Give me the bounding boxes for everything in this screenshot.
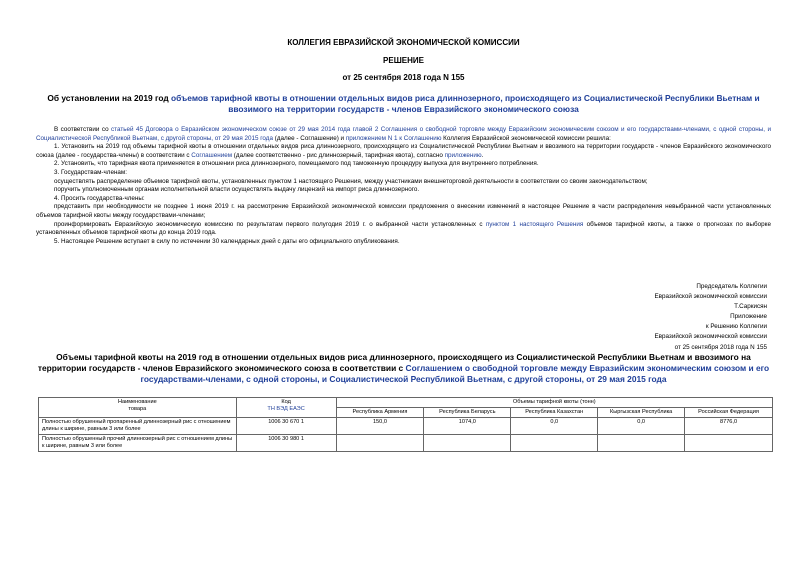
link-appendix[interactable]: приложению xyxy=(444,151,482,159)
decision-title: Об установлении на 2019 год объемов тарифной квоты в отношении отдельных видов риса длиннозерного, происходящего из Социалистической Республики Вьетнам и ввозимого на территории государств - членов Евразийского экономического союза xyxy=(47,93,760,114)
header-product-name: Наименование товара xyxy=(39,398,237,418)
item-4-b: проинформировать Евразийскую экономическую комиссию по результатам первого полугодия 2019 г. о выбранной части установленных с пунктом 1 настоящего Решения объемов тарифной квоты, а также о прогнозах по выборке установленных объемов тарифной квоты до конца 2019 года. xyxy=(36,220,771,237)
header-country: Республика Беларусь xyxy=(424,408,511,418)
link-annex-1[interactable]: приложением N 1 к Соглашению xyxy=(345,134,442,142)
preamble: В соответствии со статьей 45 Договора о Евразийском экономическом союзе от 29 мая 2014 года главой 2 Соглашения о свободной торговле между Евразийским экономическим союзом и его государствами-членами, с одной стороны, и Социалистической Республикой Вьетнам, с другой стороны, от 29 мая 2015 года (далее - Соглашение) и приложением N 1 к Соглашению Коллегия Евразийской экономической комиссии решила: xyxy=(36,126,771,142)
item-2: 2. Установить, что тарифная квота применяется в отношении риса длиннозерного, помещаемого под таможенную процедуру выпуска для внутреннего потребления. xyxy=(54,160,539,168)
cell-value: 0,0 xyxy=(511,418,598,435)
cell-code: 1006 30 980 1 xyxy=(236,435,336,452)
cell-product: Полностью обрушенный пропаренный длиннозерный рис с отношением длины к ширине, равным 3 или более xyxy=(39,418,237,435)
cell-code: 1006 30 670 1 xyxy=(236,418,336,435)
appendix-agreement-link[interactable]: Соглашением о свободной торговле между Евразийским экономическим союзом и его государствами-членами, с одной стороны, и Социалистической Республикой Вьетнам, с другой стороны, от 29 мая 2015 года xyxy=(140,363,770,384)
cell-value xyxy=(336,435,424,452)
link-agreement-chapter-2[interactable]: главой 2 Соглашения о свободной торговле между Евразийским экономическим союзом и его государствами-членами, с одной стороны, и Социалистической Республикой Вьетнам, с другой стороны, от 29 мая 2015 года xyxy=(36,126,771,142)
cell-value xyxy=(424,435,511,452)
table-row xyxy=(39,435,773,452)
cell-value xyxy=(511,435,598,452)
doc-date-number: от 25 сентября 2018 года N 155 xyxy=(342,73,465,82)
tnved-link[interactable]: ТН ВЭД ЕАЭС xyxy=(267,406,305,412)
header-country: Кыргызская Республика xyxy=(598,408,685,418)
appendix-title: Объемы тарифной квоты на 2019 год в отношении отдельных видов риса длиннозерного, происходящего из Социалистической Республики Вьетнам и ввозимого на территории государств - членов Евразийского экономического союза в соответствии с Соглашением о свободной торговле между Евразийским экономическим союзом и его государствами-членами, с одной стороны, и Социалистической Республикой Вьетнам, с другой стороны, от 29 мая 2015 года xyxy=(37,352,770,384)
header-country: Российская Федерация xyxy=(685,408,773,418)
doc-type: РЕШЕНИЕ xyxy=(383,56,424,65)
cell-value: 150,0 xyxy=(336,418,424,435)
header-code: Код ТН ВЭД ЕАЭС xyxy=(236,398,336,418)
link-point-1[interactable]: пунктом 1 настоящего Решения xyxy=(485,220,584,228)
item-4-a: представить при необходимости не позднее 1 июня 2019 г. на рассмотрение Евразийской экономической комиссии предложения о внесении изменений в настоящее Решение в части распределения невыбранной части установленных объемов тарифной квоты между государствами-членами; xyxy=(36,203,771,219)
org-name: КОЛЛЕГИЯ ЕВРАЗИЙСКОЙ ЭКОНОМИЧЕСКОЙ КОМИССИИ xyxy=(287,38,520,47)
cell-product: Полностью обрушенный прочий длиннозерный рис с отношением длины к ширине, равным 3 или более xyxy=(39,435,237,452)
cell-value: 0,0 xyxy=(598,418,685,435)
cell-value: 1074,0 xyxy=(424,418,511,435)
decision-body xyxy=(36,126,771,246)
item-3-b: поручить уполномоченным органам исполнительной власти осуществлять выдачу лицензий на импорт риса длиннозерного. xyxy=(54,186,420,194)
link-agreement[interactable]: Соглашением xyxy=(191,151,233,159)
item-5: 5. Настоящее Решение вступает в силу по истечении 30 календарных дней с даты его официального опубликования. xyxy=(54,237,400,245)
item-3-head: 3. Государствам-членам: xyxy=(54,168,128,176)
table-row xyxy=(39,418,773,435)
item-3-a: осуществлять распределение объемов тарифной квоты, установленных пунктом 1 настоящего Решения, между участниками внешнеторговой деятельности в соответствии со своим законодательством; xyxy=(54,177,648,185)
title-link[interactable]: объемов тарифной квоты в отношении отдельных видов риса длиннозерного, происходящего из Социалистической Республики Вьетнам и ввозимого на территории государств - членов Евразийского экономического союза xyxy=(170,93,760,114)
header-country: Республика Армения xyxy=(336,408,424,418)
signature-block: Председатель Коллегии Евразийской экономической комиссии Т.Саркисян Приложение к Решению Коллегии Евразийской экономической комиссии от 25 сентября 2018 года N 155 xyxy=(654,283,767,351)
item-1: 1. Установить на 2019 год объемы тарифной квоты в отношении отдельных видов риса длиннозерного, происходящего из Социалистической Республики Вьетнам и ввозимого на территории государств - членов Евразийского экономического союза (далее - государства-члены) в соответствии с Соглашением (далее соответственно - рис длиннозерный, тарифная квота), согласно приложению. xyxy=(36,143,771,159)
tariff-quota-table xyxy=(38,397,773,452)
item-4-head: 4. Просить государства-члены: xyxy=(54,194,145,202)
cell-value xyxy=(598,435,685,452)
header-country: Республика Казахстан xyxy=(511,408,598,418)
cell-value: 8776,0 xyxy=(685,418,773,435)
cell-value xyxy=(685,435,773,452)
header-volumes: Объемы тарифной квоты (тонн) xyxy=(336,398,773,408)
link-treaty-article-45[interactable]: статьей 45 Договора о Евразийском экономическом союзе от 29 мая 2014 года xyxy=(111,126,351,133)
